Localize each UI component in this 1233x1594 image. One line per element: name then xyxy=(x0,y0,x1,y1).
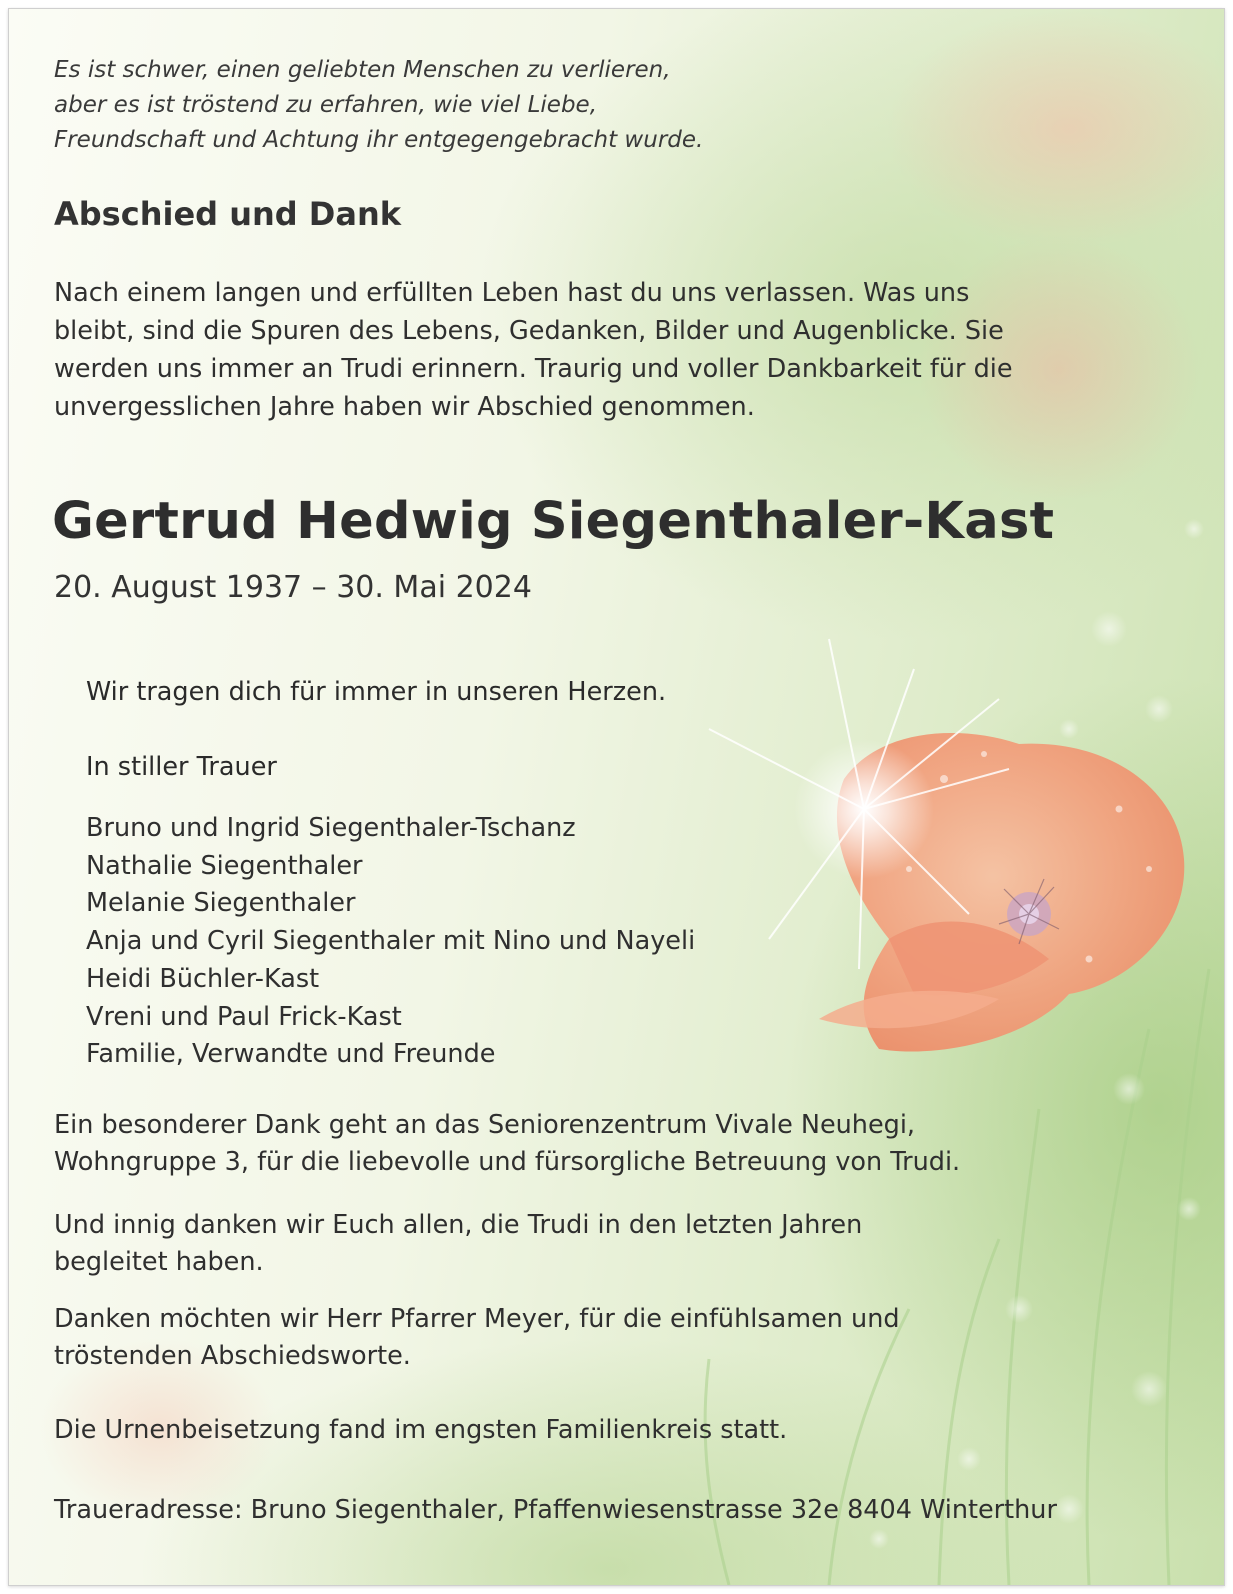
list-item: Bruno und Ingrid Siegenthaler-Tschanz xyxy=(86,813,576,843)
opening-quote: Es ist schwer, einen geliebten Menschen zu verlieren, aber es ist tröstend zu erfahren, wie viel Liebe, Freundschaft und Achtung ihr entgegengebracht wurde. xyxy=(54,57,704,153)
notice-content xyxy=(9,9,1224,1585)
obituary-card xyxy=(8,8,1225,1586)
thanks-all-paragraph: Und innig danken wir Euch allen, die Trudi in den letzten Jahren begleitet haben. xyxy=(54,1210,863,1277)
thanks-pastor-paragraph: Danken möchten wir Herr Pfarrer Meyer, für die einfühlsamen und tröstenden Abschiedsworte. xyxy=(54,1304,900,1371)
list-item: Nathalie Siegenthaler xyxy=(86,850,363,881)
burial-note: Die Urnenbeisetzung fand im engsten Familienkreis statt. xyxy=(54,1415,788,1445)
list-item: Heidi Büchler-Kast xyxy=(86,963,320,994)
list-item: Vreni und Paul Frick-Kast xyxy=(86,1001,402,1032)
carry-line: Wir tragen dich für immer in unseren Herzen. xyxy=(86,677,667,707)
thanks-care-paragraph: Ein besonderer Dank geht an das Seniorenzentrum Vivale Neuhegi, Wohngruppe 3, für die liebevolle und fürsorgliche Betreuung von Trudi. xyxy=(54,1110,961,1177)
section-heading: Abschied und Dank xyxy=(54,195,402,233)
list-item: Melanie Siegenthaler xyxy=(86,888,356,919)
list-item: Familie, Verwandte und Freunde xyxy=(86,1039,496,1070)
mourning-line: In stiller Trauer xyxy=(86,752,277,782)
list-item: Anja und Cyril Siegenthaler mit Nino und Nayeli xyxy=(86,926,696,957)
deceased-name: Gertrud Hedwig Siegenthaler-Kast xyxy=(52,492,1055,551)
life-dates: 20. August 1937 – 30. Mai 2024 xyxy=(54,570,532,605)
mourners-list xyxy=(86,810,695,1074)
intro-paragraph: Nach einem langen und erfüllten Leben hast du uns verlassen. Was uns bleibt, sind die Spuren des Lebens, Gedanken, Bilder und Augenblicke. Sie werden uns immer an Trudi erinnern. Traurig und voller Dankbarkeit für die unvergesslichen Jahre haben wir Abschied genommen. xyxy=(54,278,1013,422)
mourning-address: Traueradresse: Bruno Siegenthaler, Pfaffenwiesenstrasse 32e 8404 Winterthur xyxy=(54,1495,1057,1525)
